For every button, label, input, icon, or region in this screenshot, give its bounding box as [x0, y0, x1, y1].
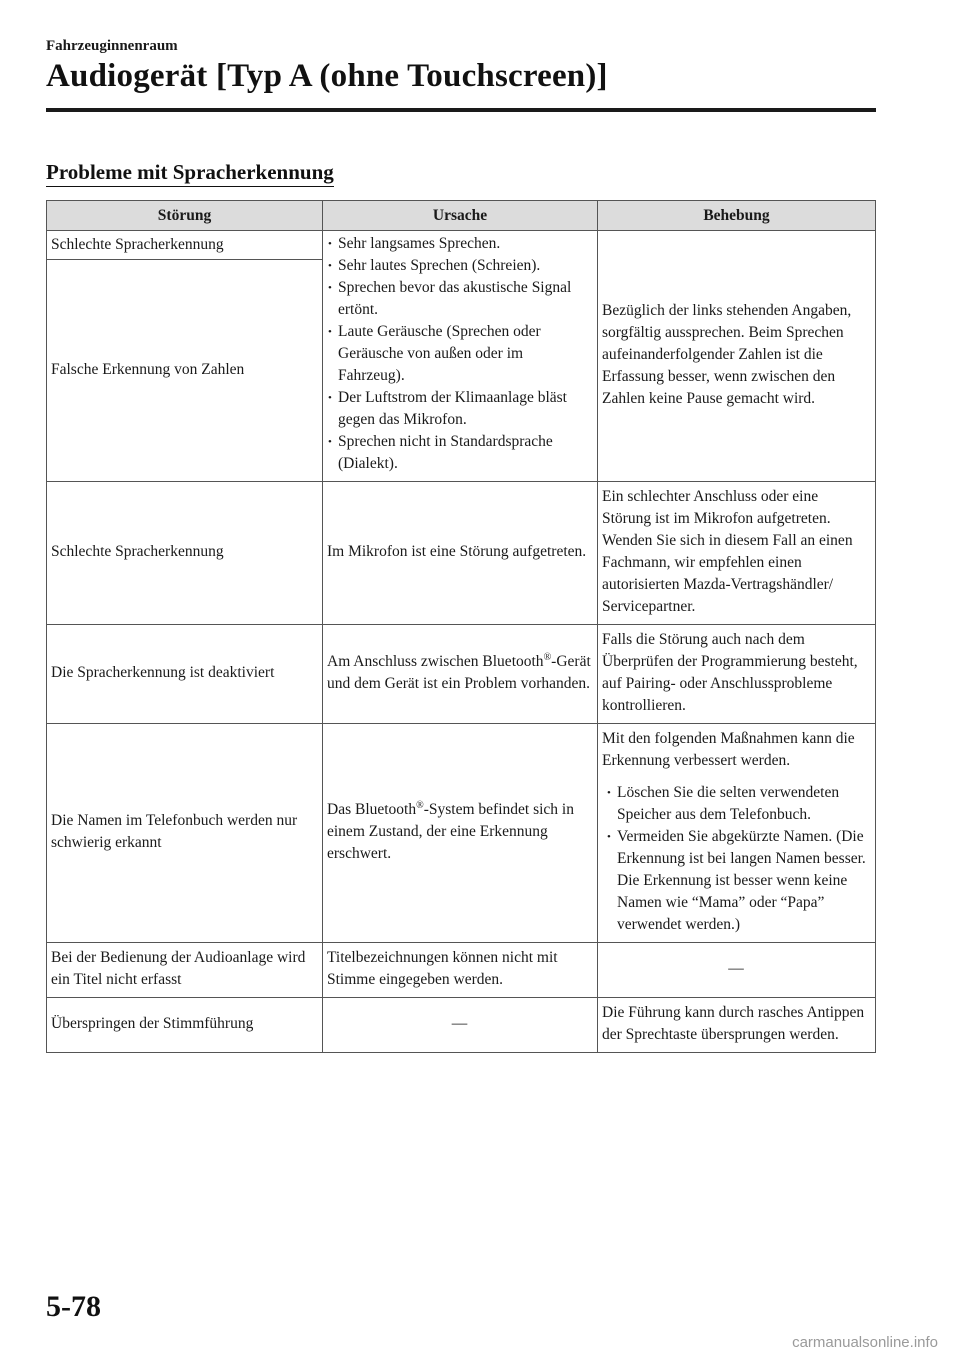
behebung-intro: Mit den folgenden Maßnahmen kann die Erkennung verbessert werden. — [602, 730, 855, 769]
table-row — [47, 482, 876, 625]
list-item: • Sehr langsames Sprechen. — [327, 233, 592, 255]
stoerung-cell: Schlechte Spracherkennung — [47, 482, 323, 625]
ursache-cell — [323, 625, 598, 724]
ursache-cell: Titelbezeichnungen können nicht mit Stimme eingegeben werden. — [323, 943, 598, 998]
header-ursache: Ursache — [323, 201, 598, 231]
list-item: • Sprechen bevor das akustische Signal ertönt. — [327, 277, 592, 321]
ursache-cell — [323, 724, 598, 943]
list-item: • Sprechen nicht in Standardsprache (Dialekt). — [327, 431, 592, 475]
table-row — [47, 231, 876, 260]
section-title: Probleme mit Spracherkennung — [46, 160, 334, 187]
behebung-cell: — — [598, 943, 876, 998]
stoerung-cell: Überspringen der Stimmführung — [47, 998, 323, 1053]
stoerung-cell: Falsche Erkennung von Zahlen — [47, 260, 323, 482]
list-item: • Sehr lautes Sprechen (Schreien). — [327, 255, 592, 277]
list-item: • Laute Geräusche (Sprechen oder Geräusche von außen oder im Fahrzeug). — [327, 321, 592, 387]
ursache-cell — [323, 231, 598, 482]
behebung-cell: Ein schlechter Anschluss oder eine Störung ist im Mikrofon aufgetreten. Wenden Sie sich in diesem Fall an einen Fachmann, wir empfehlen einen autorisierten Mazda-Vertragshändler/ Servicepartner. — [598, 482, 876, 625]
ursache-text-post: -System befindet sich in einem Zustand, der eine Erkennung erschwert. — [327, 801, 574, 862]
list-item: • Der Luftstrom der Klimaanlage bläst gegen das Mikrofon. — [327, 387, 592, 431]
registered-mark: ® — [416, 799, 424, 811]
page-title: Audiogerät [Typ A (ohne Touchscreen)] — [46, 58, 608, 94]
ursache-cell: — — [323, 998, 598, 1053]
behebung-list — [606, 782, 870, 936]
troubleshooting-table — [46, 200, 876, 1053]
ursache-text-pre: Das Bluetooth — [327, 801, 417, 818]
table-row — [47, 943, 876, 998]
header-stoerung: Störung — [47, 201, 323, 231]
table-row — [47, 625, 876, 724]
behebung-cell: Falls die Störung auch nach dem Überprüfen der Programmierung besteht, auf Pairing- oder Anschlussprobleme kontrollieren. — [598, 625, 876, 724]
behebung-cell — [598, 724, 876, 943]
watermark: carmanualsonline.info — [792, 1334, 938, 1351]
behebung-cell: Bezüglich der links stehenden Angaben, sorgfältig aussprechen. Beim Sprechen aufeinanderfolgender Zahlen ist die Erfassung besser, wenn zwischen den Zahlen keine Pause gemacht wird. — [598, 231, 876, 482]
table-row — [47, 724, 876, 943]
behebung-cell: Die Führung kann durch rasches Antippen der Sprechtaste übersprungen werden. — [598, 998, 876, 1053]
stoerung-cell: Die Spracherkennung ist deaktiviert — [47, 625, 323, 724]
ursache-list — [327, 233, 592, 475]
table-header-row — [47, 201, 876, 231]
stoerung-cell: Bei der Bedienung der Audioanlage wird ein Titel nicht erfasst — [47, 943, 323, 998]
header-behebung: Behebung — [598, 201, 876, 231]
list-item: • Löschen Sie die selten verwendeten Speicher aus dem Telefonbuch. — [606, 782, 870, 826]
ursache-cell: Im Mikrofon ist eine Störung aufgetreten. — [323, 482, 598, 625]
title-underline — [46, 108, 876, 112]
stoerung-cell: Die Namen im Telefonbuch werden nur schwierig erkannt — [47, 724, 323, 943]
chapter-label: Fahrzeuginnenraum — [46, 38, 178, 54]
ursache-text-post: -Gerät und dem Gerät ist ein Problem vorhanden. — [327, 653, 591, 692]
list-item: • Vermeiden Sie abgekürzte Namen. (Die Erkennung ist bei langen Namen besser. Die Erkennung ist besser wenn keine Namen wie “Mama” oder “Papa” verwendet werden.) — [606, 826, 870, 936]
ursache-text-pre: Am Anschluss zwischen Bluetooth — [327, 653, 544, 670]
registered-mark: ® — [543, 651, 552, 663]
stoerung-cell: Schlechte Spracherkennung — [47, 231, 323, 260]
page-number: 5-78 — [46, 1290, 101, 1323]
table-row — [47, 998, 876, 1053]
